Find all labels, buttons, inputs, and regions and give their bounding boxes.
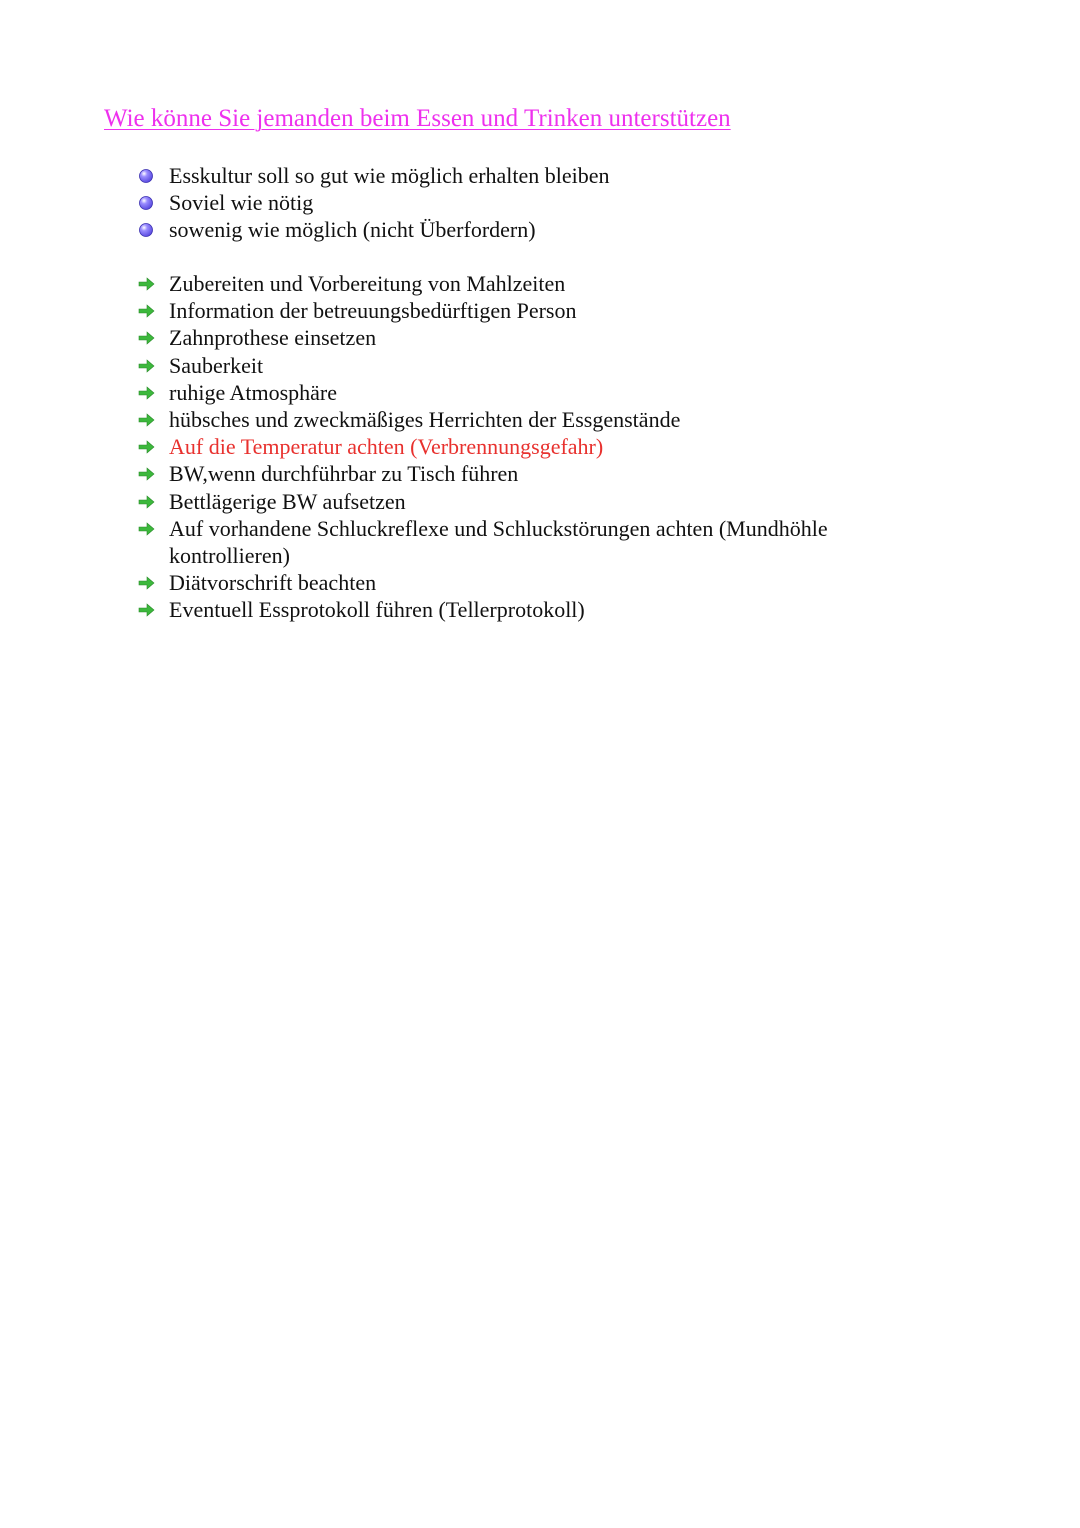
- green-arrow-icon: [138, 330, 154, 346]
- list-item: [138, 297, 929, 324]
- list-item: [138, 596, 929, 623]
- list-item: [138, 324, 929, 351]
- list-item-text: ruhige Atmosphäre: [169, 379, 338, 405]
- sphere-bullet-icon: [138, 195, 154, 211]
- green-arrow-icon: [138, 439, 154, 455]
- list-item: [138, 515, 929, 569]
- green-arrow-icon: [138, 385, 154, 401]
- list-item-text: Information der betreuungsbedürftigen Person: [169, 298, 577, 324]
- list-item-text: Bettlägerige BW aufsetzen: [169, 488, 406, 514]
- arrow-list: [138, 270, 929, 624]
- list-item: [138, 216, 929, 243]
- list-item-text: Zahnprothese einsetzen: [169, 325, 377, 351]
- green-arrow-icon: [138, 276, 154, 292]
- list-item-text: BW,wenn durchführbar zu Tisch führen: [169, 461, 519, 487]
- list-item-text: Sauberkeit: [169, 352, 264, 378]
- list-item-text: Esskultur soll so gut wie möglich erhalten bleiben: [169, 163, 610, 188]
- green-arrow-icon: [138, 575, 154, 591]
- list-item-text: Soviel wie nötig: [169, 190, 314, 216]
- list-item: [138, 460, 929, 487]
- list-item-text: Zubereiten und Vorbereitung von Mahlzeiten: [169, 271, 566, 296]
- list-item: [138, 189, 929, 216]
- list-item: [138, 379, 929, 406]
- list-item: [138, 406, 929, 433]
- sphere-bullet-icon: [138, 222, 154, 238]
- list-item-text: sowenig wie möglich (nicht Überfordern): [169, 217, 536, 243]
- list-item: [138, 488, 929, 515]
- sphere-bullet-icon: [138, 168, 154, 184]
- list-item-text: hübsches und zweckmäßiges Herrichten der Essgenstände: [169, 407, 681, 433]
- page-title: Wie könne Sie jemanden beim Essen und Trinken unterstützen: [104, 105, 731, 132]
- green-arrow-icon: [138, 412, 154, 428]
- list-item: [138, 433, 929, 460]
- list-item-text: Auf die Temperatur achten (Verbrennungsgefahr): [169, 434, 604, 460]
- green-arrow-icon: [138, 358, 154, 374]
- bullet-list: [138, 162, 929, 244]
- green-arrow-icon: [138, 602, 154, 618]
- green-arrow-icon: [138, 521, 154, 537]
- green-arrow-icon: [138, 466, 154, 482]
- list-item: [138, 270, 929, 297]
- list-item: [138, 569, 929, 596]
- list-item: [138, 162, 929, 189]
- green-arrow-icon: [138, 303, 154, 319]
- list-item-text: Eventuell Essprotokoll führen (Tellerprotokoll): [169, 597, 585, 623]
- list-item-text: Auf vorhandene Schluckreflexe und Schluckstörungen achten (Mundhöhle kontrollieren): [169, 515, 828, 569]
- list-item: [138, 352, 929, 379]
- green-arrow-icon: [138, 494, 154, 510]
- list-item-text: Diätvorschrift beachten: [169, 570, 377, 596]
